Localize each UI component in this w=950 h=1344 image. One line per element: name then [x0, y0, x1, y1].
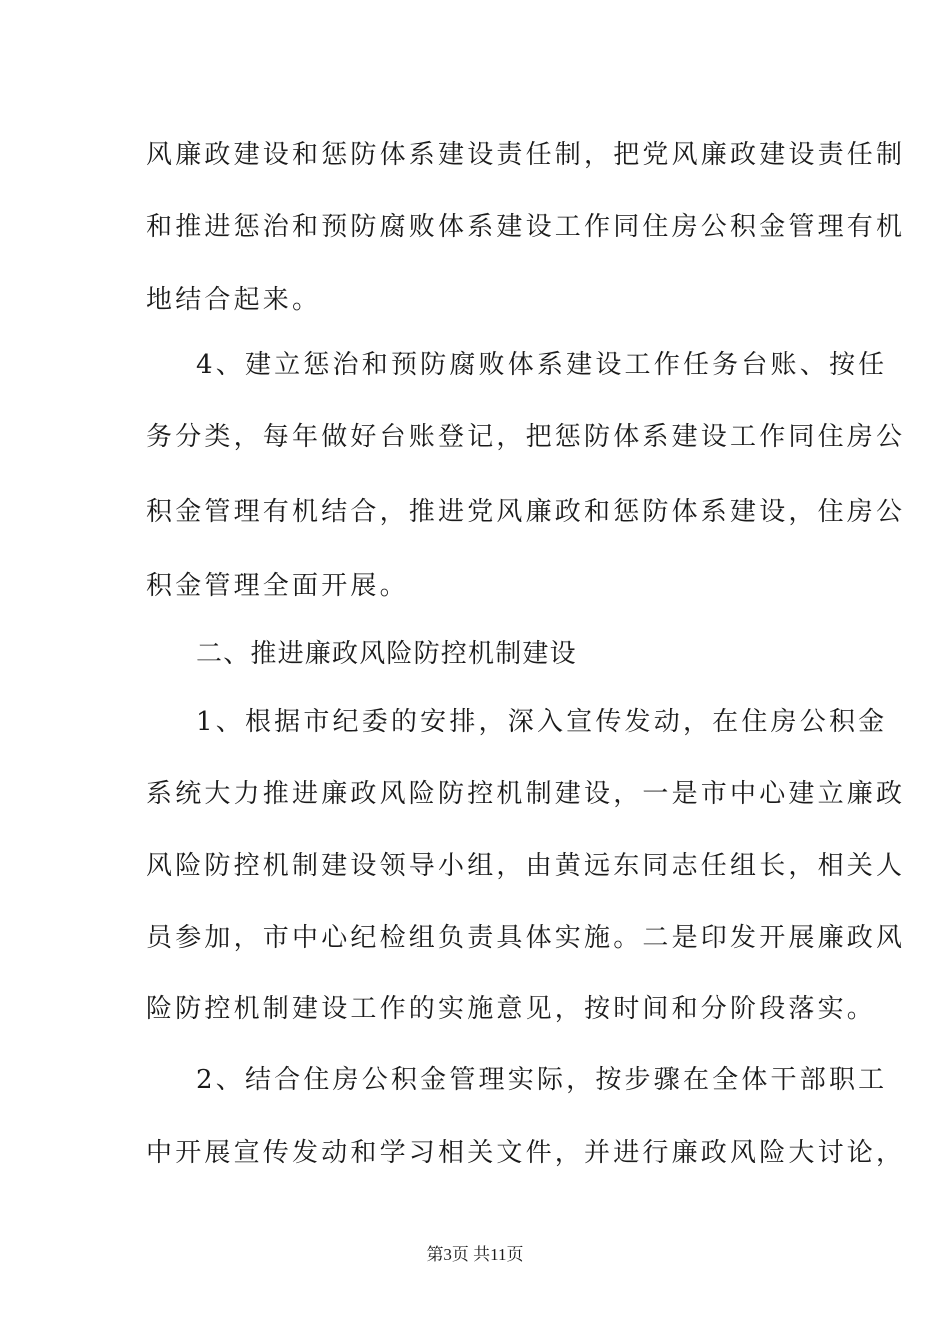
page-footer: 第3页 共11页	[426, 1245, 524, 1264]
body-line-7: 积金管理全面开展。	[146, 571, 409, 601]
body-line-11: 风险防控机制建设领导小组，由黄远东同志任组长，相关人	[146, 851, 906, 881]
body-line-12: 员参加，市中心纪检组负责具体实施。二是印发开展廉政风	[146, 923, 906, 953]
body-line-5: 务分类，每年做好台账登记，把惩防体系建设工作同住房公	[146, 422, 906, 452]
body-line-13: 险防控机制建设工作的实施意见，按时间和分阶段落实。	[146, 994, 877, 1024]
body-line-3: 地结合起来。	[146, 285, 322, 315]
body-line-2: 和推进惩治和预防腐败体系建设工作同住房公积金管理有机	[146, 212, 906, 242]
body-line-4: 4、建立惩治和预防腐败体系建设工作任务台账、按任	[196, 350, 888, 380]
body-line-9: 1、根据市纪委的安排，深入宣传发动，在住房公积金	[196, 707, 888, 737]
body-line-15: 中开展宣传发动和学习相关文件，并进行廉政风险大讨论，	[146, 1138, 906, 1168]
body-line-10: 系统大力推进廉政风险防控机制建设，一是市中心建立廉政	[146, 779, 906, 809]
body-line-6: 积金管理有机结合，推进党风廉政和惩防体系建设，住房公	[146, 497, 906, 527]
section-heading: 二、推进廉政风险防控机制建设	[196, 639, 577, 669]
body-line-1: 风廉政建设和惩防体系建设责任制，把党风廉政建设责任制	[146, 140, 906, 170]
body-line-14: 2、结合住房公积金管理实际，按步骤在全体干部职工	[196, 1065, 888, 1095]
